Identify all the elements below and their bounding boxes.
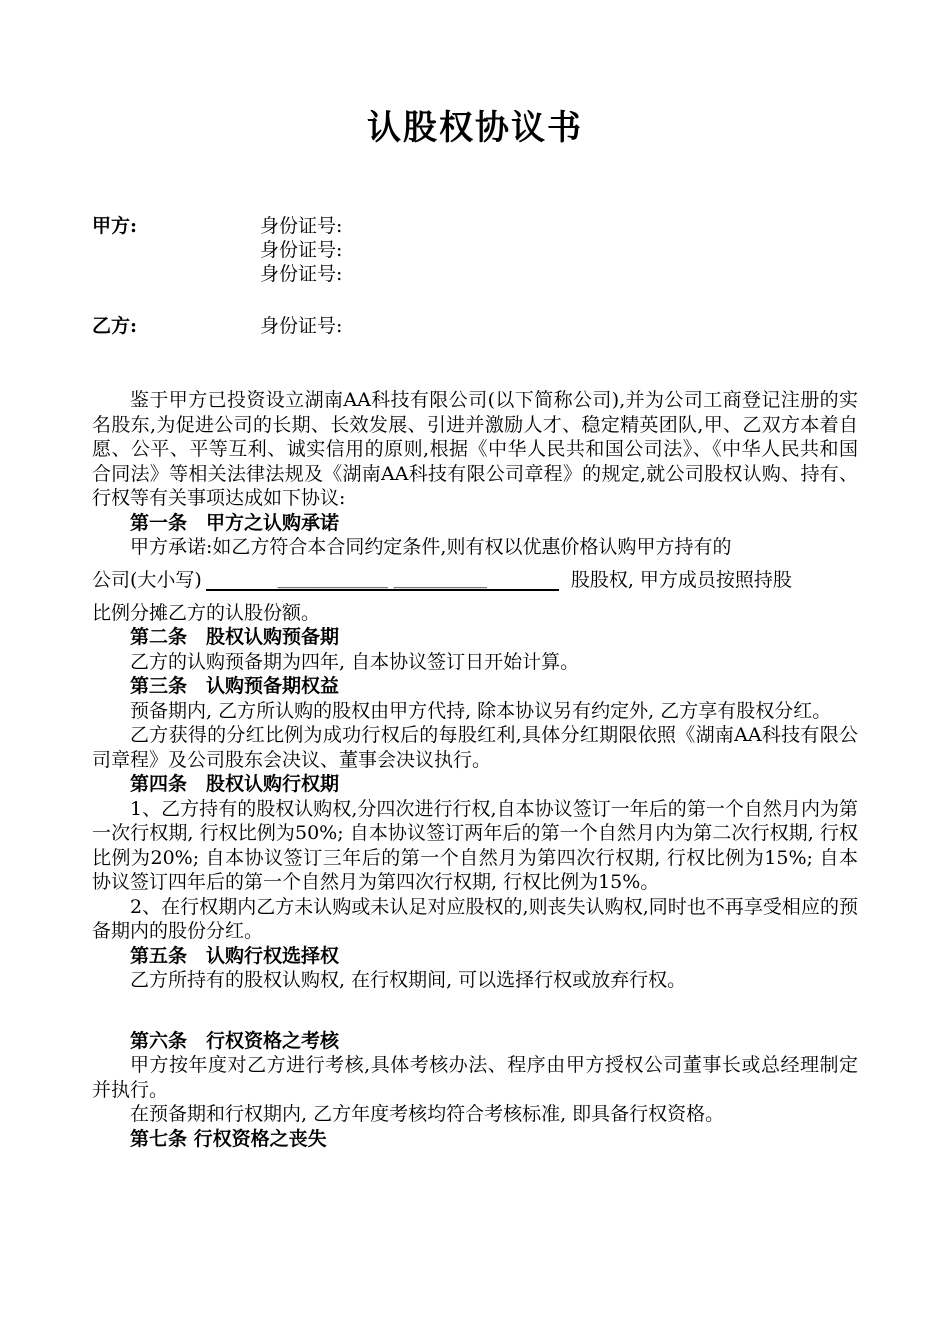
- article-4-paragraph-1: 1、乙方持有的股权认购权,分四次进行行权,自本协议签订一年后的第一个自然月内为第一次行权期, 行权比例为50%; 自本协议签订两年后的第一个自然月内为第二次行权期, 行权比例为20%; 自本协议签订三年后的第一个自然月为第四次行权期, 行权比例为15%; 自本协议签订四年后的第一个自然月为第四次行权期, 行权比例为15%。: [92, 797, 858, 893]
- document-title: 认股权协议书: [367, 108, 583, 148]
- party-a-id-label-2: 身份证号:: [260, 239, 343, 261]
- spacer: [92, 993, 858, 1029]
- article-6-heading: 第六条 行权资格之考核: [130, 1029, 340, 1052]
- agreement-body: [92, 388, 858, 1151]
- article-1-line-2: [92, 569, 858, 591]
- article-1-heading: 第一条 甲方之认购承诺: [130, 511, 340, 534]
- article-4-heading: 第四条 股权认购行权期: [130, 773, 340, 795]
- article-5-text: 乙方所持有的股权认购权, 在行权期间, 可以选择行权或放弃行权。: [130, 969, 687, 991]
- article-2-text: 乙方的认购预备期为四年, 自本协议签订日开始计算。: [130, 650, 580, 673]
- party-b-id-label: 身份证号:: [260, 315, 343, 337]
- article-1-line-1: 甲方承诺:如乙方符合本合同约定条件,则有权以优惠价格认购甲方持有的: [130, 536, 732, 558]
- party-a-id-label-3: 身份证号:: [260, 263, 343, 285]
- party-a-id-label-1: 身份证号:: [260, 215, 343, 237]
- article-1-line-2-prefix: 公司(大小写): [92, 568, 202, 591]
- preamble-paragraph: 鉴于甲方已投资设立湖南AA科技有限公司(以下简称公司),并为公司工商登记注册的实名股东,为促进公司的长期、长效发展、引进并激励人才、稳定精英团队,甲、乙双方本着自愿、公平、平等互利、诚实信用的原则,根据《中华人民共和国公司法》、《中华人民共和国合同法》等相关法律法规及《湖南AA科技有限公司章程》的规定,就公司股权认购、持有、行权等有关事项达成如下协议:: [92, 389, 858, 509]
- article-5-heading: 第五条 认购行权选择权: [130, 944, 340, 967]
- share-amount-blank: _____________ ___________: [206, 569, 559, 591]
- article-7-heading: 第七条 行权资格之丧失: [130, 1127, 327, 1150]
- article-1-line-2-suffix: 股股权, 甲方成员按照持股: [570, 568, 792, 591]
- article-6-paragraph-1: 甲方按年度对乙方进行考核,具体考核办法、程序由甲方授权公司董事长或总经理制定并执行。: [92, 1054, 858, 1101]
- article-3-paragraph-1: 预备期内, 乙方所认购的股权由甲方代持, 除本协议另有约定外, 乙方享有股权分红。: [130, 699, 832, 722]
- party-b-label: 乙方:: [92, 315, 138, 337]
- article-2-heading: 第二条 股权认购预备期: [130, 626, 340, 648]
- article-3-paragraph-2: 乙方获得的分红比例为成功行权后的每股红利,具体分红期限依照《湖南AA科技有限公司章程》及公司股东会决议、董事会决议执行。: [92, 724, 858, 771]
- party-a-label: 甲方:: [92, 215, 138, 237]
- article-4-paragraph-2: 2、在行权期内乙方未认购或未认足对应股权的,则丧失认购权,同时也不再享受相应的预备期内的股份分红。: [92, 895, 858, 942]
- article-6-paragraph-2: 在预备期和行权期内, 乙方年度考核均符合考核标准, 即具备行权资格。: [130, 1103, 725, 1125]
- article-1-line-3: 比例分摊乙方的认股份额。: [92, 601, 321, 624]
- article-3-heading: 第三条 认购预备期权益: [130, 675, 340, 697]
